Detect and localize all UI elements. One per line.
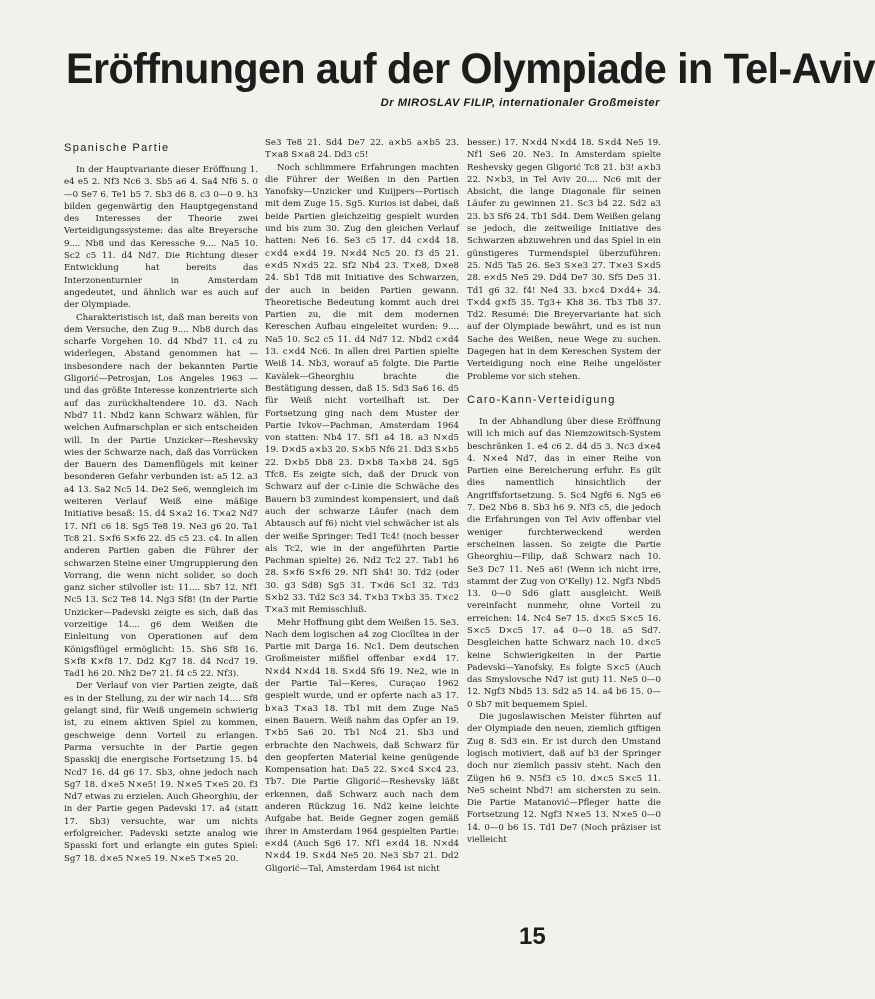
text-column-3 [467,137,661,947]
paragraph: Die jugoslawischen Meister führten auf der Olympiade den neuen, ziemlich giftigen Zug 8. Sd3 ein. Er ist durch den Umstand logisch motiviert, daß auf b3 der Springer doch nur ziemlich passiv steht. Nach den Zügen h6 9. N5f3 c5 10. d×c5 S×c5 11. Ne5 scheint Nbd7! am sichersten zu sein. Die Partie Matanović—Pfleger hatte die Fortsetzung 12. Ngf3 N×e5 13. N×e5 0—0 14. 0—0 b6 15. Td1 De7 (Noch präziser ist vielleicht [467,712,661,846]
page-number: 15 [519,923,546,950]
article-byline: Dr MIROSLAV FILIP, internationaler Großmeister [380,97,660,109]
paragraph: Der Verlauf von vier Partien zeigte, daß es in der Stellung, zu der wir nach 14.... Sf8 gelangt sind, für Weiß ungemein schwierig ist, zu einem aktiven Spiel zu kommen, geschweige denn Vorteil zu erlangen. Parma versuchte in der Partie gegen Spasskij die energische Fortsetzung 15. b4 Ncd7 16. d4 g6 17. Sb3, ohne jedoch nach Sg7 18. d×e5 N×e5! 19. N×e5 T×e5 20. f3 Nd7 etwas zu erzielen. Auch Gheorghiu, der in der Partie gegen Padevski 17. a4 (statt 17. Sb3) versuchte, war um nichts erfolgreicher. Padevski setzte analog wie Spasski fort und erlangte ein gutes Spiel: Sg7 18. d×e5 N×e5 19. N×e5 T×e5 20. [64,681,258,864]
paragraph: Noch schlimmere Erfahrungen machten die Führer der Weißen in den Partien Yanofsky—Unzicker und Kuijpers—Portisch mit dem Zuge 15. Sg5. Kurios ist dabei, daß beide Partien gleichzeitig gespielt wurden und bis zum 30. Zug den gleichen Verlauf hatten: Ne6 16. Se3 c5 17. d4 c×d4 18. c×d4 e×d4 19. N×d4 Nc5 20. f3 d5 21. e×d5 N×d5 22. Sf2 Nb4 23. T×e8, D×e8 24. Sb1 Td8 mit Initiative des Schwarzen, der auch in beiden Partien gewann. Theoretische Bedeutung kommt auch drei Partien zu, die mit dem modernen Kereschen Aufbau eingeleitet wurden: 9.... Na5 10. Sc2 c5 11. d4 Nd7 12. Nbd2 c×d4 13. c×d4 Nc6. In allen drei Partien spielte Weiß 14. Nb3, worauf a5 folgte. Die Partie Kavàlek—Gheorghiu brachte die Bestätigung dessen, daß 15. Sd3 Sa6 16. d5 für Weiß nicht vorteilhaft ist. Der Fortsetzung ging nach dem Muster der Partie Ivkov—Pachman, Amsterdam 1964 von statten: Nb4 17. Sf1 a4 18. a3 N×d5 19. D×d5 a×b3 20. S×b5 Nf6 21. Dd3 S×b5 22. D×b5 Db8 23. D×b8 Ta×b8 24. Sg5 Tfc8. Es zeigte sich, daß der Druck von Schwarz auf der c-Linie die Schwäche des Bauern b3 zumindest kompensiert, und daß auch der schwarze Läufer (nach dem Abtausch auf f6) nicht viel schwächer ist als der weiße Springer: Ted1 Tc4! (noch besser als Tc2, wie in der angeführten Partie Pachman spielte) 26. Nd2 Tc2 27. Tab1 h6 28. S×f6 S×f6 29. Nf1 Sh4! 30. Td2 (oder 30. g3 Sd8) Sg5 31. T×d6 Sc1 32. Td3 S×b2 33. Td2 Sc3 34. T×b3 T×b3 35. T×c2 T×a3 mit Remisschluß. [265,162,459,616]
paragraph: Mehr Hoffnung gibt dem Weißen 15. Se3. Nach dem logischen a4 zog Ciocîltea in der Partie mit Darga 16. Nc1. Dem deutschen Großmeister mißfiel offenbar e×d4 17. N×d4 N×d4 18. S×d4 Sf6 19. Ne2, wie in der Partie Tal—Keres, Curaçao 1962 gespielt wurde, und er opferte nach a3 17. b×a3 T×a3 18. Tb1 mit dem Zuge Na5 einen Bauern. Weiß nahm das Opfer an 19. T×b5 Sa6 20. Tb1 Nc4 21. Sb3 und erbrachte den Nachweis, daß Schwarz für den geopferten Material keine genügende Kompensation hat: Da5 22. S×c4 S×c4 23. Tb7. Die Partie Gligorić—Reshevsky läßt erkennen, daß Schwarz auch nach dem anderen Rückzug 16. Nd2 keine leichte Aufgabe hat. Beide Gegner zogen gemäß ihrer in Amsterdam 1964 gespielten Partie: e×d4 (Auch Sg6 17. Nf1 e×d4 18. N×d4 N×d4 19. S×d4 Ne5 20. Ne3 Sb7 21. Dd2 Gligorić—Tal, Amsterdam 1964 ist nicht [265,617,459,874]
text-column-1 [64,137,258,947]
section-heading: Caro-Kann-Verteidigung [467,393,616,406]
article-title: Eröffnungen auf der Olympiade in Tel-Aviv [66,45,875,93]
paragraph: In der Abhandlung über diese Eröffnung will ich mich auf das Niemzowitsch-System beschränken 1. e4 c6 2. d4 d5 3. Nc3 d×e4 4. N×e4 Nd7, das in einer Reihe von Partien eine Bereicherung erfuhr. Es gilt dies namentlich hinsichtlich der Angriffsfortsetzung. 5. Sc4 Ngf6 6. Ng5 e6 7. De2 Nb6 8. Sb3 h6 9. Nf3 c5, die jedoch die Erfahrungen von Tel Aviv offenbar viel weniger furchterweckend werden erscheinen lassen. So zeigte die Partie Gheorghiu—Filip, daß Schwarz nach 10. Se3 Dc7 11. Ne5 a6! (Wenn ich nicht irre, stammt der Zug von O'Kelly) 12. Ngf3 Nbd5 13. 0—0 Sd6 glatt ausgleicht. Weiß vereinfacht nunmehr, ohne Vorteil zu erreichen: 14. Nc4 Se7 15. d×c5 S×c5 16. S×c5 D×c5 17. a4 0—0 18. a5 Sd7. Desgleichen hatte Schwarz nach 10. d×c5 keine Schwierigkeiten in der Partie Padevski—Yanofsky. Es folgte S×c5 (Auch das Smyslovsche Nd7 ist gut) 11. Ne5 0—0 12. Ngf3 Nbd5 13. Sd2 a5 14. a4 b6 15. 0—0 Sb7 mit bequemem Spiel. [467,416,661,710]
paragraph: Se3 Te8 21. Sd4 De7 22. a×b5 a×b5 23. T×a8 S×a8 24. Dd3 c5! [265,138,459,161]
paragraph: In der Hauptvariante dieser Eröffnung 1. e4 e5 2. Nf3 Nc6 3. Sb5 a6 4. Sa4 Nf6 5. 0—0 Se7 6. Te1 b5 7. Sb3 d6 8. c3 0—0 9. h3 bilden gegenwärtig den Hauptgegenstand des Interesses der Theorie zwei Verteidigungssysteme: das alte Breyersche 9.... Nb8 und das Keressche 9.... Na5 10. Sc2 c5 11. d4 Nd7. Die Richtung dieser Entwicklung hat bereits das Interzonenturnier in Amsterdam angedeutet, und ähnlich war es auch auf der Olympiade. [64,165,258,311]
text-column-2 [265,137,459,947]
paragraph: Charakteristisch ist, daß man bereits von dem Versuche, den Zug 9.... Nb8 durch das scharfe Vorgehen 10. d4 Nbd7 11. c4 zu widerlegen, Abstand genommen hat — insbesondere nach der bekannten Partie Gligorić—Petrosjan, Los Angeles 1963 — und das größte Interesse konzentrierte sich auf das zurückhaltendere 10. d3. Nach Nbd7 11. Nbd2 kann Schwarz wählen, für welchen Aufmarschplan er sich entscheiden will. In der Partie Unzicker—Reshevsky wies der Schwarze nach, daß das Vorrücken der Bauern des Damenflügels mit keiner besonderen Gefahr verbunden ist: a5 12. a3 a4 13. Sa2 Nc5 14. De2 Se6, wenngleich im weiteren Verlauf Weiß eine mäßige Initiative besaß: 15. d4 S×a2 16. T×a2 Nd7 17. Nf1 c6 18. Sg5 Te8 19. Ne3 g6 20. Ta1 Tc8 21. S×f6 S×f6 22. d5 c5 23. c4. In allen anderen Partien gaben die Führer der schwarzen Steine einer Umgruppierung den Vorrang, die wenn nicht solider, so doch ganz sicher stilvoller ist: 11.... Sb7 12. Nf1 Nc5 13. Sc2 Te8 14. Ng3 Sf8! (In der Partie Unzicker—Padevski zeigte es sich, daß das vorzeitige 14.... g6 dem Weißen die Einleitung von Operationen auf dem Königsflügel ermöglicht: 15. Sh6 Sf8 16. S×f8 K×f8 17. Dd2 Kg7 18. d4 Ncd7 19. Tad1 h6 20. Nh2 De7 21. f4 c5 22. Nf3). [64,312,258,680]
section-heading: Spanische Partie [64,142,170,154]
paragraph: besser.) 17. N×d4 N×d4 18. S×d4 Ne5 19. Nf1 Se6 20. Ne3. In Amsterdam spielte Reshevsky gegen Gligorić Tc8 21. b3! a×b3 22. N×b3, in Tel Aviv 20.... Nc6 mit der Absicht, die lange Diagonale für seinen Läufer zu gewinnen 21. Sc3 b4 22. Sd2 a3 23. b3 Sf6 24. Tb1 Sd4. Dem Weißen gelang se jedoch, die zeitweilige Initiative des Schwarzen abzuwehren und das Spiel in ein günstigeres Turmendspiel überzuführen: 25. Nd5 Ta5 26. Se3 S×e3 27. T×e3 S×d5 28. e×d5 Ne5 29. Dd4 De7 30. Sf5 De5 31. Td1 g6 32. f4! Ne4 33. b×c4 D×d4+ 34. T×d4 g×f5 35. Tg3+ Kh8 36. Tb3 Tb8 37. Td2. Resumé: Die Breyervariante hat sich auf der Olympiade bewährt, und es ist nun Sache des Weißen, neue Wege zu suchen. Dagegen hat in dem Kereschen System der Verteidigung noch eine Reihe ungelöster Probleme vor sich stehen. [467,138,661,382]
